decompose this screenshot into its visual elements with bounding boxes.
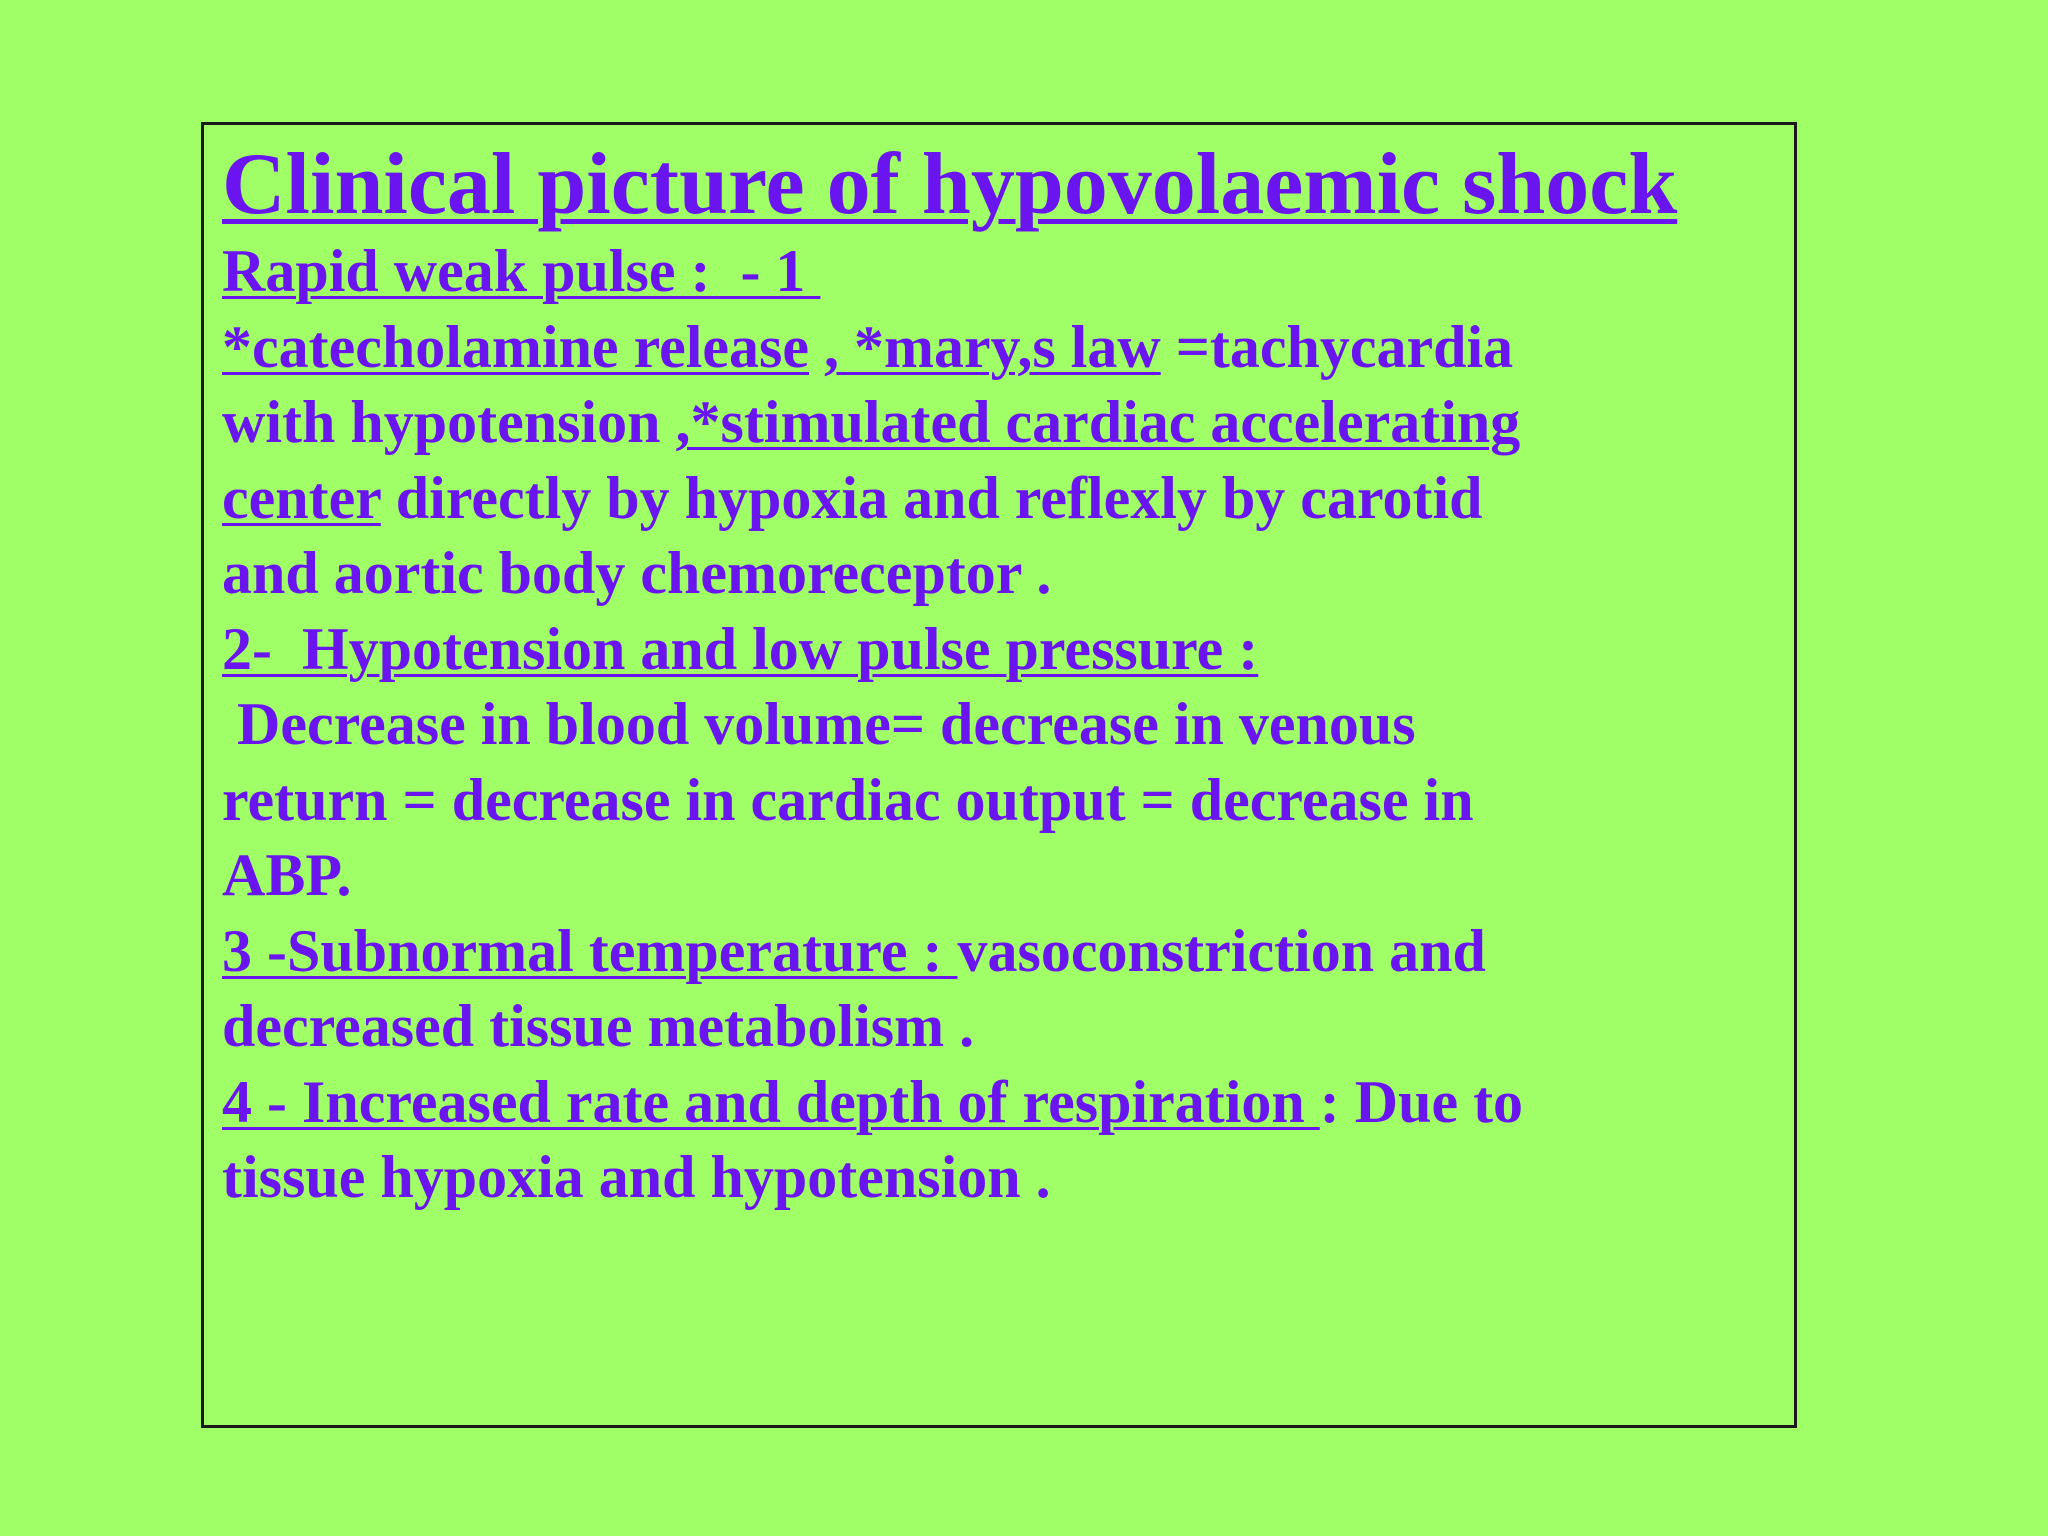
body-text: =tachycardia [1160, 313, 1514, 380]
body-text: directly by hypoxia and reflexly by carotid [380, 464, 1483, 531]
body-line [222, 310, 1782, 386]
underlined-text: 2- Hypotension and low pulse pressure : [222, 615, 1259, 682]
body-line [222, 612, 1782, 688]
underlined-text: *catecholamine release [222, 313, 810, 380]
body-line [222, 687, 1782, 763]
body-text: decreased tissue metabolism . [222, 993, 975, 1059]
body-text: with hypotension [222, 389, 676, 455]
underlined-text: 3 -Subnormal temperature : [222, 917, 958, 984]
underlined-text: Rapid weak pulse : - 1 [222, 238, 821, 304]
body-text: and aortic body chemoreceptor . [222, 540, 1052, 606]
body-text: ABP. [222, 842, 352, 908]
body-line [222, 914, 1782, 990]
slide-content [222, 136, 1782, 1216]
body-line [222, 1065, 1782, 1141]
body-line [222, 838, 1782, 914]
body-text [809, 314, 824, 380]
underlined-text: 4 - Increased rate and depth of respiration [222, 1068, 1320, 1135]
slide-body [222, 234, 1782, 1216]
underlined-text: ,*stimulated cardiac accelerating [675, 389, 1521, 455]
underlined-text: center [222, 464, 381, 531]
body-line [222, 234, 1782, 310]
body-text: : Due to [1319, 1068, 1524, 1135]
body-text: return = decrease in cardiac output = decrease in [222, 766, 1474, 833]
body-text: tissue hypoxia and hypotension . [222, 1144, 1051, 1210]
body-line [222, 385, 1782, 461]
underlined-text: , *mary,s law [824, 313, 1161, 380]
body-line [222, 989, 1782, 1065]
body-line [222, 461, 1782, 537]
body-line [222, 763, 1782, 839]
slide-title: Clinical picture of hypovolaemic shock [222, 136, 1678, 233]
body-line [222, 1140, 1782, 1216]
body-text: Decrease in blood volume= decrease in venous [222, 691, 1416, 757]
body-text: vasoconstriction and [957, 917, 1486, 984]
body-line [222, 536, 1782, 612]
